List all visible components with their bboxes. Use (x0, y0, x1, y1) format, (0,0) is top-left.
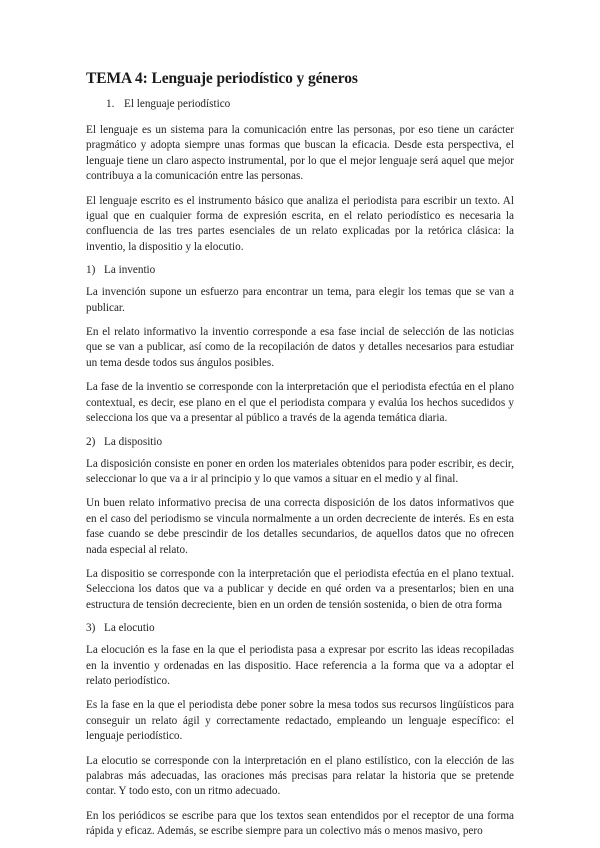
paragraph: La dispositio se corresponde con la interpretación que el periodista efectúa en el plano textual. Selecciona los datos que va a publicar y decide en qué orden va a presentarlos; bien en una estructura de tensión decreciente, bien en un orden de tensión sostenida, o bien de otra forma (86, 567, 514, 611)
paragraph: En los periódicos se escribe para que los textos sean entendidos por el receptor de una forma rápida y eficaz. Además, se escribe siempre para un colectivo más o menos masivo, pero (86, 809, 514, 838)
paragraph: La elocución es la fase en la que el periodista pasa a expresar por escrito las ideas recopiladas en la inventio y ordenadas en las dispositio. Hace referencia a la forma que va a adoptar el relato periodístico. (86, 644, 514, 687)
paragraph: El lenguaje escrito es el instrumento básico que analiza el periodista para escribir un texto. Al igual que en cualquier forma de expresión escrita, en el relato periodístico es necesaria la confluencia de las tres partes esenciales de un relato explicadas por la retórica clásica: la inventio, la dispositio y la elocutio. (86, 194, 514, 253)
paragraph: La disposición consiste en poner en orden los materiales obtenidos para poder escribir, es decir, seleccionar lo que va a ir al principio y lo que vamos a situar en el medio y al final. (86, 457, 514, 485)
list-item-inventio (86, 264, 514, 276)
section-number: 1. (106, 98, 115, 110)
paragraph: La elocutio se corresponde con la interpretación en el plano estilístico, con la elección de las palabras más adecuadas, las oraciones más precisas para relatar la historia que se pretende contar. Y todo esto, con un ritmo adecuado. (86, 754, 514, 798)
list-label: La dispositio (104, 435, 163, 448)
paragraph: Es la fase en la que el periodista debe poner sobre la mesa todos sus recursos lingüísticos para conseguir un relato ágil y correctamente redactado, empleando un lenguaje específico: el lenguaje periodístico. (86, 699, 514, 743)
list-label: La elocutio (104, 622, 155, 635)
list-number: 2) (86, 435, 96, 448)
section-label: El lenguaje periodístico (124, 98, 231, 110)
paragraph: La invención supone un esfuerzo para encontrar un tema, para elegir los temas que se van a publicar. (86, 286, 514, 314)
paragraph: Un buen relato informativo precisa de una correcta disposición de los datos informativos que en el caso del periodismo se vincula normalmente a un orden decreciente de interés. Es en esta fase cuando se debe prescindir de los detalles secundarios, de aquellos datos que no ofrecen nada especial al relato. (86, 497, 514, 556)
paragraph: El lenguaje es un sistema para la comunicación entre las personas, por eso tiene un carácter pragmático y adopta siempre unas formas que buscan la eficacia. Desde esta perspectiva, el lenguaje tiene un claro aspecto instrumental, por lo que el mejor lenguaje será aquel que mejor contribuya a la comunicación entre las personas. (86, 124, 514, 183)
list-item-dispositio (86, 436, 514, 448)
paragraph: La fase de la inventio se corresponde con la interpretación que el periodista efectúa en el plano contextual, es decir, ese plano en el que el periodista compara y evalúa los hechos sucedidos y selecciona los que va a presentar al público a través de la agenda temática diaria. (86, 381, 514, 425)
section-heading (86, 98, 514, 110)
list-number: 3) (86, 622, 96, 635)
list-item-elocutio (86, 622, 514, 634)
page-title: TEMA 4: Lenguaje periodístico y géneros (86, 70, 358, 87)
list-number: 1) (86, 264, 96, 277)
paragraph: En el relato informativo la inventio corresponde a esa fase incial de selección de las noticias que se van a publicar, así como de la recopilación de datos y detalles necesarios para estudiar un tema desde todos sus ángulos posibles. (86, 326, 514, 369)
list-label: La inventio (104, 264, 156, 277)
